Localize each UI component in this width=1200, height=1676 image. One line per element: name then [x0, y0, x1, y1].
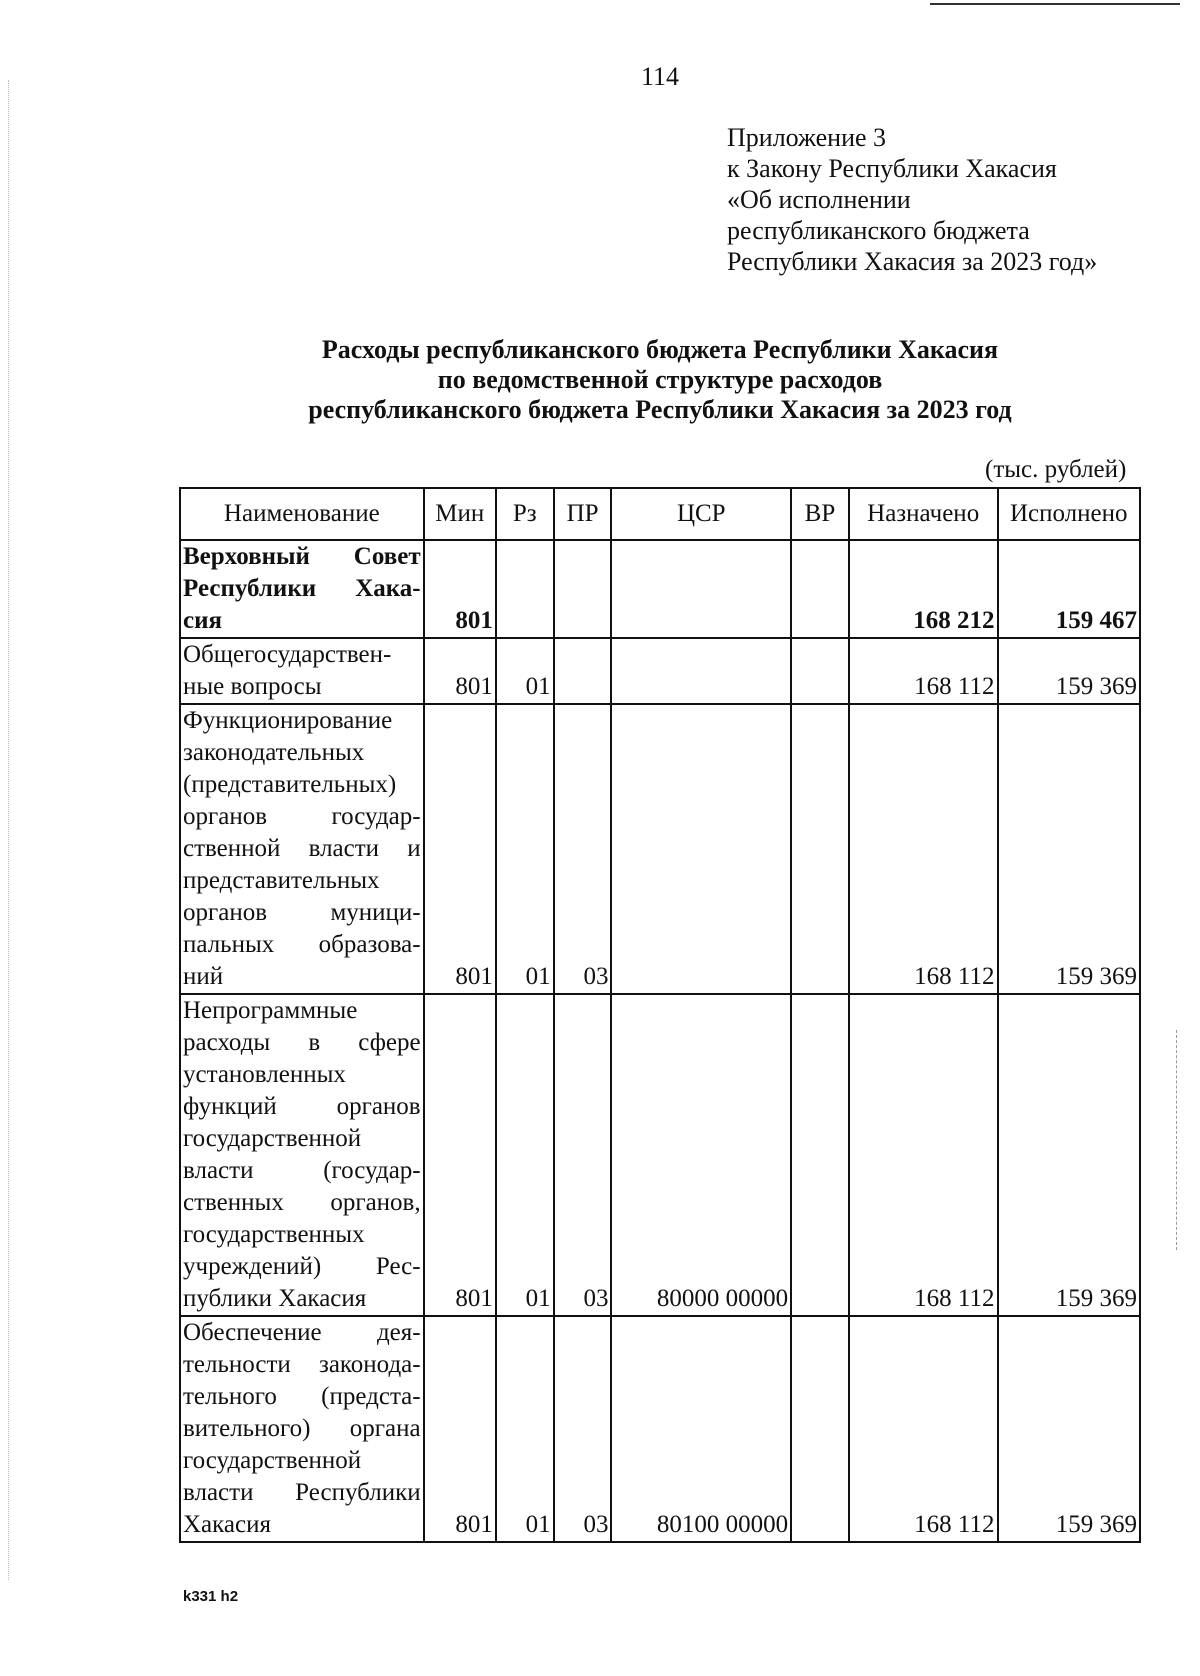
table-row: [180, 1316, 1140, 1542]
row-pr: [554, 638, 612, 704]
expenditure-table: [179, 487, 1141, 1543]
scan-edge-line: [930, 3, 1180, 5]
row-pr: 03: [554, 994, 612, 1316]
row-assigned: 168 112: [849, 638, 998, 704]
header-assigned: Назначено: [849, 488, 998, 540]
row-csr: 80000 00000: [611, 994, 791, 1316]
row-executed: 159 369: [998, 704, 1141, 994]
row-rz: 01: [496, 994, 554, 1316]
row-pr: 03: [554, 704, 612, 994]
header-csr: ЦСР: [611, 488, 791, 540]
row-assigned: 168 112: [849, 994, 998, 1316]
row-executed: 159 467: [998, 540, 1141, 638]
appendix-line: республиканского бюджета: [727, 216, 1030, 245]
row-name: Непрограммные расходы в сфере установленных функций органов государственной власти (государ-ственных органов, государственных учреждений) Рес-публики Хакасия: [180, 994, 424, 1316]
row-min: 801: [424, 540, 496, 638]
header-executed: Исполнено: [998, 488, 1141, 540]
row-pr: 03: [554, 1316, 612, 1542]
footer-code: k331 h2: [183, 1588, 239, 1605]
table-row: [180, 994, 1140, 1316]
document-title: [180, 335, 1140, 425]
appendix-line: к Закону Республики Хакасия: [727, 154, 1057, 183]
row-vr: [791, 994, 849, 1316]
row-assigned: 168 112: [849, 1316, 998, 1542]
header-vr: ВР: [791, 488, 849, 540]
row-vr: [791, 1316, 849, 1542]
row-pr: [554, 540, 612, 638]
row-min: 801: [424, 704, 496, 994]
row-vr: [791, 638, 849, 704]
row-csr: 80100 00000: [611, 1316, 791, 1542]
header-pr: ПР: [554, 488, 612, 540]
row-rz: 01: [496, 638, 554, 704]
row-executed: 159 369: [998, 1316, 1141, 1542]
appendix-line: «Об исполнении: [727, 185, 911, 214]
appendix-line: Приложение 3: [727, 123, 887, 152]
units-label: (тыс. рублей): [985, 456, 1127, 483]
title-line: республиканского бюджета Республики Хакасия за 2023 год: [308, 395, 1012, 424]
scan-artifact-right: [1176, 1030, 1178, 1250]
appendix-reference: [727, 122, 1097, 277]
page-number: 114: [640, 62, 680, 91]
row-min: 801: [424, 1316, 496, 1542]
row-name: Общегосударствен-ные вопросы: [180, 638, 424, 704]
table-row: [180, 638, 1140, 704]
row-vr: [791, 540, 849, 638]
row-csr: [611, 638, 791, 704]
row-rz: [496, 540, 554, 638]
row-csr: [611, 704, 791, 994]
row-min: 801: [424, 638, 496, 704]
scan-artifact-left: [8, 80, 10, 1580]
row-min: 801: [424, 994, 496, 1316]
row-rz: 01: [496, 704, 554, 994]
row-executed: 159 369: [998, 638, 1141, 704]
appendix-line: Республики Хакасия за 2023 год»: [727, 247, 1098, 276]
header-min: Мин: [424, 488, 496, 540]
row-name: Функционирование законодательных (представительных) органов государ-ственной власти и представительных органов муници-пальных образова-ний: [180, 704, 424, 994]
row-vr: [791, 704, 849, 994]
row-rz: 01: [496, 1316, 554, 1542]
table-row: [180, 704, 1140, 994]
row-name: Верховный Совет Республики Хака-сия: [180, 540, 424, 638]
table-header-row: [180, 488, 1140, 540]
row-assigned: 168 112: [849, 704, 998, 994]
row-csr: [611, 540, 791, 638]
row-name: Обеспечение дея-тельности законода-тельного (предста-вительного) органа государственной власти Республики Хакасия: [180, 1316, 424, 1542]
header-rz: Рз: [496, 488, 554, 540]
title-line: Расходы республиканского бюджета Республики Хакасия: [321, 335, 999, 364]
title-line: по ведомственной структуре расходов: [437, 365, 883, 394]
table-row: [180, 540, 1140, 638]
header-name: Наименование: [180, 488, 424, 540]
row-executed: 159 369: [998, 994, 1141, 1316]
row-assigned: 168 212: [849, 540, 998, 638]
